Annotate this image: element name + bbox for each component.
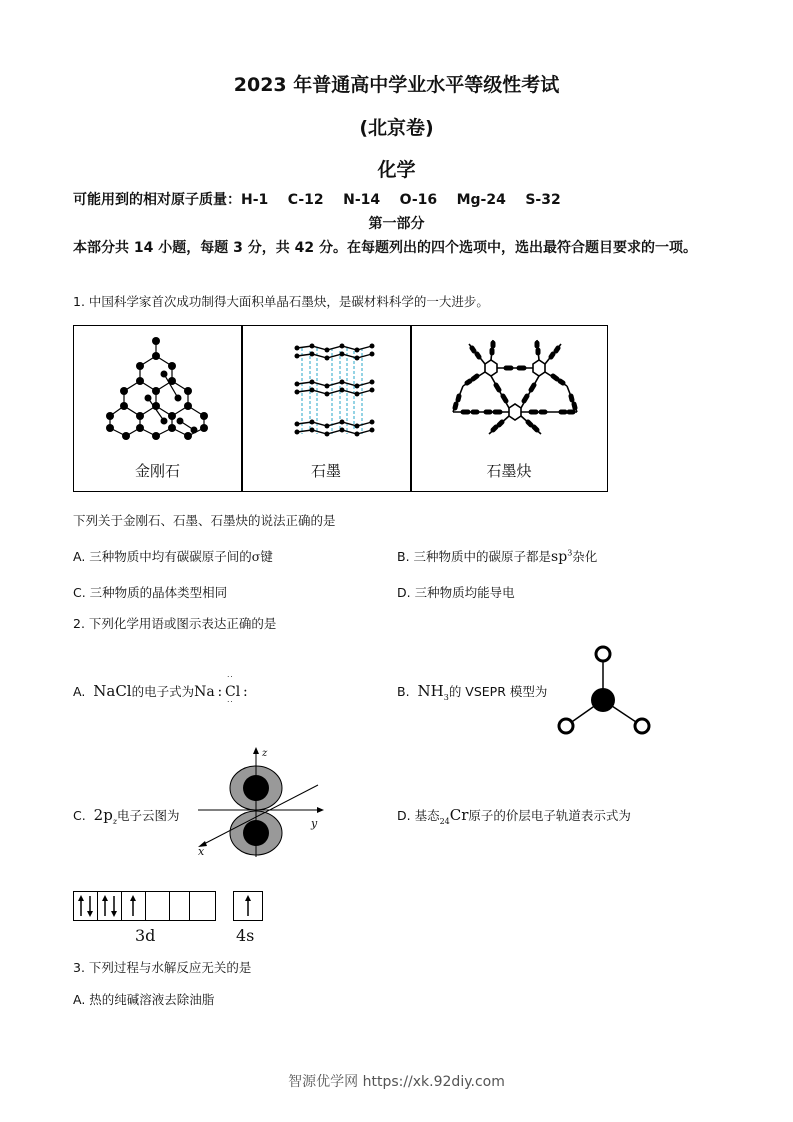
watermark-footer: 智源优学网 https://xk.92diy.com — [288, 1074, 505, 1090]
orbital-4s-box — [233, 891, 263, 921]
q2-option-c-end: 电子云图为 — [117, 808, 180, 823]
2pz-formula: $2p_z$ — [93, 806, 118, 826]
figure-diamond — [74, 326, 242, 491]
q3-option-a[interactable]: A. 热的纯碱溶液去除油脂 — [73, 992, 215, 1007]
q1-option-b-end: 杂化 — [572, 549, 598, 564]
axis-z-label: z — [262, 748, 268, 759]
q2-option-b[interactable] — [397, 682, 547, 702]
axis-x-label: x — [198, 845, 205, 858]
orbital-4s-label: 4s — [236, 926, 255, 945]
q1-stem: 1. 中国科学家首次成功制得大面积单晶石墨炔，是碳材料科学的一大进步。 — [73, 294, 489, 309]
q1-option-a-end: 键 — [260, 549, 273, 564]
q2-option-d-label: D. 基态 — [397, 808, 440, 823]
diamond-structure-image — [74, 326, 242, 456]
atomic-masses: 可能用到的相对原子质量：H-1 C-12 N-14 O-16 Mg-24 S-32 — [73, 192, 561, 208]
q1-figure-table — [73, 325, 608, 492]
nacl-electron-formula: Na : Cl : ·· ·· — [194, 673, 248, 706]
exam-title: 2023 年普通高中学业水平等级性考试 — [233, 74, 560, 96]
sp3-symbol: $sp^3$ — [551, 548, 573, 565]
caption-diamond: 金刚石 — [134, 462, 180, 480]
q2-option-a[interactable] — [73, 673, 248, 706]
orbital-3d-boxes — [73, 891, 218, 921]
graphite-structure-image — [242, 326, 411, 446]
q1-option-a-text: A. 三种物质中均有碳碳原子间的 — [73, 549, 252, 564]
q2-option-b-label: B. — [397, 684, 418, 699]
sigma-symbol: σ — [251, 549, 261, 564]
q2-option-a-label: A. — [73, 684, 94, 699]
q1-option-b[interactable] — [397, 547, 597, 565]
exam-subject: 化学 — [377, 159, 416, 181]
caption-graphdiyne: 石墨炔 — [486, 462, 532, 480]
q1-option-d[interactable]: D. 三种物质均能导电 — [397, 585, 515, 600]
q1-option-b-text: B. 三种物质中的碳原子都是 — [397, 549, 552, 564]
2pz-orbital-image — [190, 745, 330, 860]
q2-option-c[interactable] — [73, 806, 180, 826]
orbital-box — [233, 891, 263, 921]
orbital-box — [97, 891, 122, 921]
q2-option-b-end: 的 VSEPR 模型为 — [448, 684, 548, 699]
q1-option-c[interactable]: C. 三种物质的晶体类型相同 — [73, 585, 228, 600]
q2-option-c-label: C. — [73, 808, 94, 823]
q2-option-a-mid: 的电子式为 — [131, 684, 195, 699]
vsepr-model-image — [550, 640, 660, 740]
q3-stem: 3. 下列过程与水解反应无关的是 — [73, 960, 252, 975]
nacl-formula: NaCl — [93, 682, 132, 700]
part-title: 第一部分 — [368, 216, 425, 232]
caption-graphite: 石墨 — [310, 462, 341, 480]
orbital-3d-label: 3d — [135, 926, 156, 945]
graphdiyne-structure-image — [411, 326, 607, 451]
axis-y-label: y — [311, 817, 318, 830]
q2-option-d-end: 原子的价层电子轨道表示式为 — [468, 808, 631, 823]
cr-symbol: $_{24}$Cr — [439, 806, 469, 826]
figure-graphite — [242, 326, 411, 491]
orbital-box — [189, 891, 216, 921]
orbital-box — [73, 891, 98, 921]
q1-prompt: 下列关于金刚石、石墨、石墨炔的说法正确的是 — [73, 513, 336, 528]
q2-stem: 2. 下列化学用语或图示表达正确的是 — [73, 616, 277, 631]
figure-graphdiyne — [411, 326, 607, 491]
part-instructions: 本部分共 14 小题，每题 3 分，共 42 分。在每题列出的四个选项中，选出最符合题目要求的一项。 — [73, 240, 697, 256]
orbital-box — [121, 891, 146, 921]
orbital-box — [145, 891, 170, 921]
exam-subtitle: (北京卷) — [359, 117, 434, 139]
nh3-formula: $NH_3$ — [417, 682, 449, 702]
q1-option-a[interactable] — [73, 547, 273, 565]
q2-option-d[interactable] — [397, 806, 631, 826]
